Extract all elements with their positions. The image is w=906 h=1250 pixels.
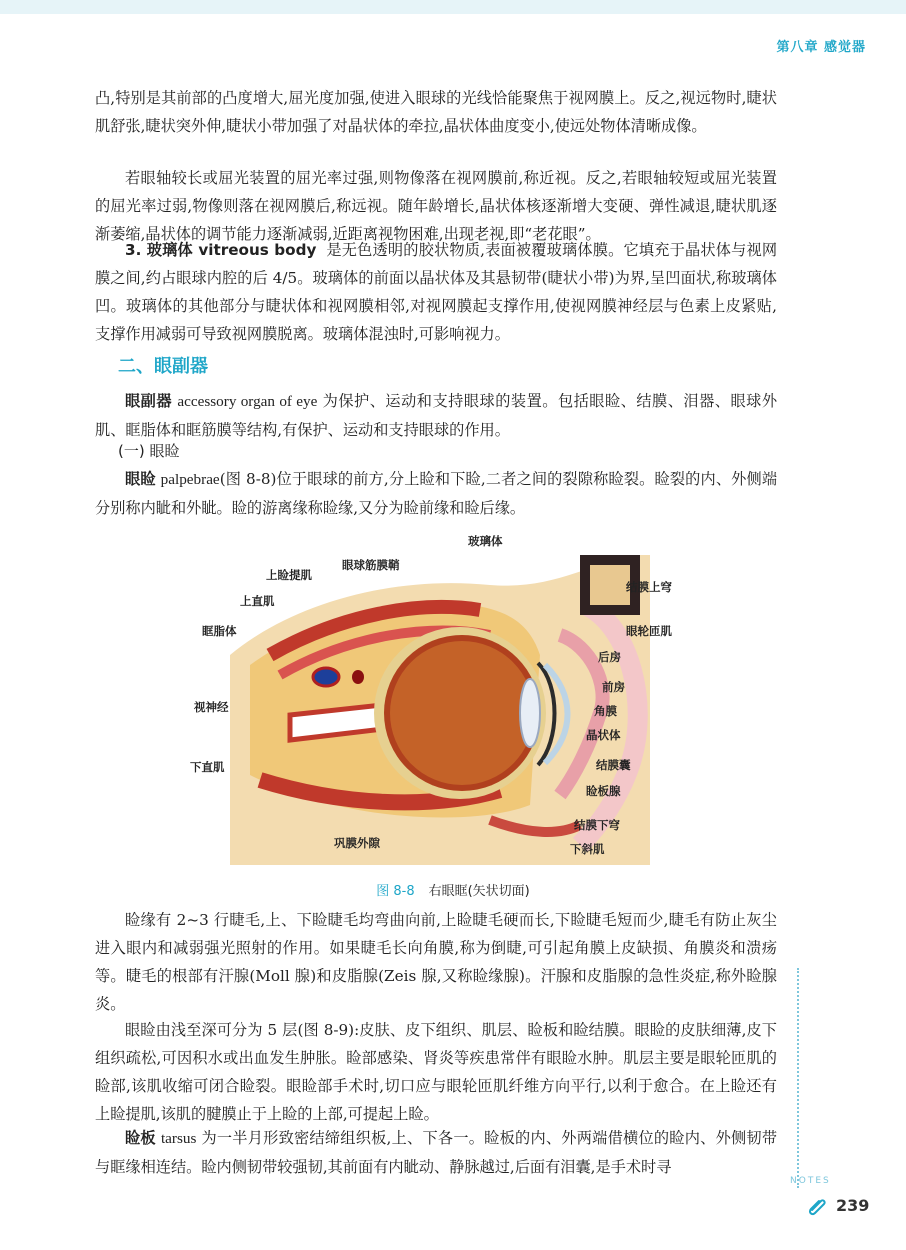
label-inferior-rectus: 下直肌	[190, 760, 225, 774]
term-tarsus: 睑板	[125, 1129, 156, 1147]
paragraph-tarsus	[95, 1124, 777, 1181]
header-bar	[0, 0, 906, 14]
latin-eyelid: palpebrae	[160, 471, 220, 488]
label-lens: 晶状体	[586, 728, 621, 742]
paragraph-eyelid-layers: 眼睑由浅至深可分为 5 层(图 8-9):皮肤、皮下组织、肌层、睑板和睑结膜。眼睑的皮肤细薄,皮下组织疏松,可因积水或出血发生肿胀。睑部感染、肾炎等疾患常伴有眼睑水肿。肌层主要是眼轮匝肌的睑部,该肌收缩可闭合睑裂。眼睑部手术时,切口应与眼轮匝肌纤维方向平行,以利于愈合。在上睑还有上睑提肌,该肌的腱膜止于上睑的上部,可提起上睑。	[95, 1021, 777, 1123]
figure-title: 右眼眶(矢状切面)	[428, 884, 530, 899]
notes-margin-line	[797, 968, 799, 1188]
paragraph-accommodation: 凸,特别是其前部的凸度增大,屈光度加强,使进入眼球的光线恰能聚焦于视网膜上。反之,视远物时,睫状肌舒张,睫状突外伸,睫状小带加强了对晶状体的牵拉,晶状体曲度变小,使远处物体清晰成像。	[95, 89, 777, 135]
accessory-text: 为保护、运动和支持眼球的装置。包括眼睑、结膜、泪器、眼球外肌、眶脂体和眶筋膜等结构,有保护、运动和支持眼球的作用。	[95, 392, 778, 439]
paperclip-icon	[806, 1194, 828, 1216]
label-optic-nerve: 视神经	[194, 700, 229, 714]
section-heading: 二、眼副器	[118, 356, 208, 377]
latin-accessory: accessory organ of eye	[177, 393, 318, 410]
label-vitreous: 玻璃体	[468, 534, 503, 548]
label-fornix-inferior: 结膜下穹	[574, 818, 620, 832]
label-sheath: 眼球筋膜鞘	[342, 558, 400, 572]
latin-tarsus: tarsus	[160, 1130, 197, 1147]
label-episcleral: 巩膜外隙	[334, 836, 380, 850]
paragraph-refraction: 若眼轴较长或屈光装置的屈光率过强,则物像落在视网膜前,称近视。反之,若眼轴较短或屈光装置的屈光率过弱,物像则落在视网膜后,称远视。随年龄增长,晶状体核逐渐增大变硬、弹性减退,睫状肌逐渐萎缩,晶状体的调节能力逐渐减弱,近距离视物困难,出现老视,即“老花眼”。	[95, 169, 777, 243]
term-accessory: 眼副器	[125, 392, 173, 410]
paragraph-eyelid	[95, 465, 777, 522]
page-number: 239	[836, 1196, 870, 1215]
vitreous-text: 是无色透明的胶状物质,表面被覆玻璃体膜。它填充于晶状体与视网膜之间,约占眼球内腔的后 4/5。玻璃体的前面以晶状体及其悬韧带(睫状小带)为界,呈凹面状,称玻璃体凹。玻璃体的其他部分与睫状体和视网膜相邻,对视网膜起支撑作用,使视网膜神经层与色素上皮紧贴,支撑作用减弱可导致视网膜脱离。玻璃体混浊时,可影响视力。	[95, 241, 778, 343]
paragraph-vitreous	[95, 236, 777, 348]
sub-heading-eyelid: (一) 眼睑	[118, 442, 180, 460]
label-orbital-fat: 眶脂体	[202, 624, 237, 638]
term-vitreous: 3. 玻璃体 vitreous body	[125, 241, 317, 259]
chapter-title: 第八章 感觉器	[776, 40, 866, 55]
label-cornea: 角膜	[594, 704, 617, 718]
figure-orbit-section	[190, 534, 710, 865]
label-anterior-chamber: 前房	[602, 680, 625, 694]
label-fornix-superior: 结膜上穹	[626, 580, 672, 594]
label-conjunctival-sac: 结膜囊	[596, 758, 631, 772]
tarsus-text: 为一半月形致密结缔组织板,上、下各一。睑板的内、外两端借横位的睑内、外侧韧带与眶缘相连结。睑内侧韧带较强韧,其前面有内眦动、静脉越过,后面有泪囊,是手术时寻	[95, 1129, 778, 1176]
eyelid-text: (图 8-8)位于眼球的前方,分上睑和下睑,二者之间的裂隙称睑裂。睑裂的内、外侧端分别称内眦和外眦。睑的游离缘称睑缘,又分为睑前缘和睑后缘。	[95, 470, 778, 517]
paragraph-accessory	[95, 387, 777, 444]
paragraph-eyelashes: 睑缘有 2~3 行睫毛,上、下睑睫毛均弯曲向前,上睑睫毛硬而长,下睑睫毛短而少,睫毛有防止灰尘进入眼内和减弱强光照射的作用。如果睫毛长向角膜,称为倒睫,可引起角膜上皮缺损、角膜炎和溃疡等。睫毛的根部有汗腺(Moll 腺)和皮脂腺(Zeis 腺,又称睑缘腺)。汗腺和皮脂腺的急性炎症,称外睑腺炎。	[95, 911, 777, 1013]
label-orbicularis: 眼轮匝肌	[626, 624, 672, 638]
figure-number: 图 8-8	[376, 884, 415, 899]
figure-caption	[0, 880, 906, 899]
term-eyelid: 眼睑	[125, 470, 156, 488]
label-inferior-oblique: 下斜肌	[570, 842, 605, 856]
label-posterior-chamber: 后房	[598, 650, 621, 664]
notes-label: NOTES	[790, 1176, 831, 1186]
label-tarsal-gland: 睑板腺	[586, 784, 621, 798]
label-superior-rectus: 上直肌	[240, 594, 275, 608]
label-levator: 上睑提肌	[266, 568, 312, 582]
